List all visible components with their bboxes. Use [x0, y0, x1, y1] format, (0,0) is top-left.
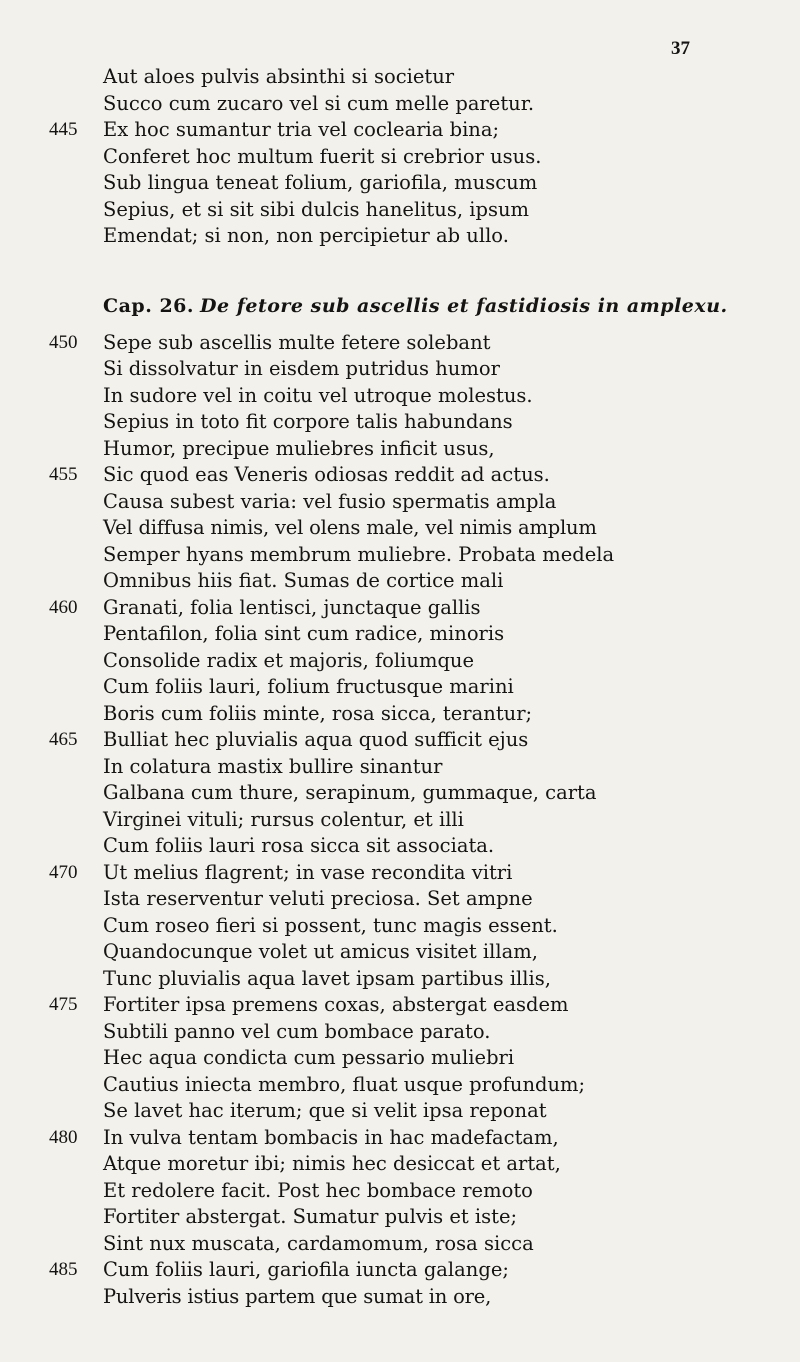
verse-line — [0, 648, 800, 675]
verse-line — [0, 117, 800, 144]
page-number: 37 — [671, 38, 690, 59]
verse-line — [0, 701, 800, 728]
verse-line — [0, 1204, 800, 1231]
verse-text: Causa subest varia: vel fusio spermatis ampla — [103, 489, 557, 513]
verse-line — [0, 1098, 800, 1125]
verse-line — [0, 64, 800, 91]
spacer — [0, 250, 800, 282]
verse-line — [0, 1284, 800, 1311]
verse-text: Semper hyans membrum muliebre. Probata medela — [103, 542, 615, 566]
verse-text: Galbana cum thure, serapinum, gummaque, carta — [103, 781, 597, 804]
verse-text: In sudore vel in coitu vel utroque molestus. — [103, 383, 533, 407]
verse-line — [0, 886, 800, 913]
verse-text: Ut melius flagrent; in vase recondita vitri — [103, 860, 513, 884]
verse-text: Sic quod eas Veneris odiosas reddit ad actus. — [103, 463, 550, 486]
verse-line — [0, 383, 800, 410]
verse-line — [0, 674, 800, 701]
verse-line — [0, 91, 800, 118]
verse-line — [0, 1125, 800, 1152]
chapter-label: Cap. 26. — [103, 294, 195, 317]
line-number: 470 — [49, 861, 78, 883]
verse-text: In colatura mastix bullire sinantur — [103, 754, 443, 778]
verse-line — [0, 409, 800, 436]
verse-line — [0, 515, 800, 542]
verse-text: Ista reserventur veluti preciosa. Set ampne — [103, 887, 533, 910]
verse-text: Ex hoc sumantur tria vel coclearia bina; — [103, 118, 500, 141]
verse-text: Conferet hoc multum fuerit si crebrior usus. — [103, 144, 542, 168]
verse-text: Sint nux muscata, cardamomum, rosa sicca — [103, 1231, 534, 1255]
chapter-heading — [0, 282, 800, 330]
verse-text: Sepe sub ascellis multe fetere solebant — [103, 330, 491, 354]
verse-text: Succo cum zucaro vel si cum melle paretur. — [103, 91, 535, 115]
verse-line — [0, 462, 800, 489]
verse-line — [0, 1151, 800, 1178]
verse-text: Emendat; si non, non percipietur ab ullo. — [103, 224, 509, 247]
verse-line — [0, 1072, 800, 1099]
verse-text: Hec aqua condicta cum pessario muliebri — [103, 1046, 515, 1069]
verse-text: Atque moretur ibi; nimis hec desiccat et artat, — [103, 1152, 561, 1175]
verse-text: Sepius, et si sit sibi dulcis hanelitus, ipsum — [103, 197, 530, 221]
line-number: 450 — [49, 331, 78, 353]
verse-text: Sepius in toto fit corpore talis habundans — [103, 410, 513, 433]
line-number: 475 — [49, 994, 78, 1015]
verse-line — [0, 992, 800, 1019]
verse-line — [0, 860, 800, 887]
verse-line — [0, 966, 800, 993]
verse-text: Quandocunque volet ut amicus visitet illam, — [103, 940, 538, 963]
verse-text: Omnibus hiis fiat. Sumas de cortice mali — [103, 569, 504, 592]
verse-line — [0, 436, 800, 463]
verse-text: Cum roseo fieri si possent, tunc magis essent. — [103, 913, 558, 937]
verse-line — [0, 542, 800, 569]
verse-text: Subtili panno vel cum bombace parato. — [103, 1019, 491, 1043]
verse-line — [0, 939, 800, 966]
line-number: 465 — [49, 729, 78, 750]
verse-text: Sub lingua teneat folium, gariofila, muscum — [103, 171, 538, 194]
verse-text: Tunc pluvialis aqua lavet ipsam partibus illis, — [103, 966, 551, 990]
verse-line — [0, 330, 800, 357]
verse-text: Virginei vituli; rursus colentur, et illi — [103, 807, 464, 831]
verse-line — [0, 754, 800, 781]
verse-line — [0, 223, 800, 250]
chapter-title: De fetore sub ascellis et fastidiosis in amplexu. — [200, 294, 728, 317]
line-number: 480 — [49, 1126, 78, 1148]
verse-text: Boris cum foliis minte, rosa sicca, terantur; — [103, 701, 533, 725]
verse-line — [0, 913, 800, 940]
verse-text: Granati, folia lentisci, junctaque gallis — [103, 595, 481, 619]
verse-line — [0, 727, 800, 754]
verse-line — [0, 568, 800, 595]
verse-text: Pulveris istius partem que sumat in ore, — [103, 1284, 492, 1308]
verse-line — [0, 595, 800, 622]
verse-text: Fortiter abstergat. Sumatur pulvis et iste; — [103, 1205, 518, 1228]
verse-line — [0, 807, 800, 834]
line-number: 460 — [49, 596, 78, 618]
verse-line — [0, 1019, 800, 1046]
verse-line — [0, 170, 800, 197]
poem-text — [0, 64, 800, 1310]
verse-line — [0, 144, 800, 171]
verse-text: Cum foliis lauri, gariofila iuncta galange; — [103, 1258, 509, 1281]
verse-text: Cautius iniecta membro, fluat usque profundum; — [103, 1072, 586, 1096]
verse-text: Cum foliis lauri, folium fructusque marini — [103, 675, 514, 698]
verse-line — [0, 1231, 800, 1258]
verse-line — [0, 833, 800, 860]
verse-text: Bulliat hec pluvialis aqua quod sufficit ejus — [103, 728, 529, 751]
verse-line — [0, 1257, 800, 1284]
verse-text: Consolide radix et majoris, foliumque — [103, 648, 475, 672]
verse-line — [0, 1045, 800, 1072]
verse-text: In vulva tentam bombacis in hac madefactam, — [103, 1125, 559, 1149]
line-number: 455 — [49, 464, 78, 485]
verse-text: Humor, precipue muliebres inficit usus, — [103, 436, 495, 460]
verse-line — [0, 621, 800, 648]
verse-text: Pentafilon, folia sint cum radice, minoris — [103, 622, 505, 645]
line-number: 485 — [49, 1259, 78, 1280]
verse-text: Et redolere facit. Post hec bombace remoto — [103, 1178, 533, 1202]
verse-text: Si dissolvatur in eisdem putridus humor — [103, 357, 500, 380]
line-number: 445 — [49, 119, 78, 140]
verse-line — [0, 489, 800, 516]
verse-text: Vel diffusa nimis, vel olens male, vel nimis amplum — [103, 516, 597, 539]
verse-line — [0, 197, 800, 224]
chapter-heading-text — [103, 282, 728, 330]
verse-text: Aut aloes pulvis absinthi si societur — [103, 65, 455, 88]
verse-line — [0, 1178, 800, 1205]
verse-text: Cum foliis lauri rosa sicca sit associata. — [103, 834, 495, 857]
verse-line — [0, 780, 800, 807]
verse-text: Fortiter ipsa premens coxas, abstergat easdem — [103, 993, 569, 1016]
verse-line — [0, 356, 800, 383]
verse-text: Se lavet hac iterum; que si velit ipsa reponat — [103, 1099, 547, 1122]
